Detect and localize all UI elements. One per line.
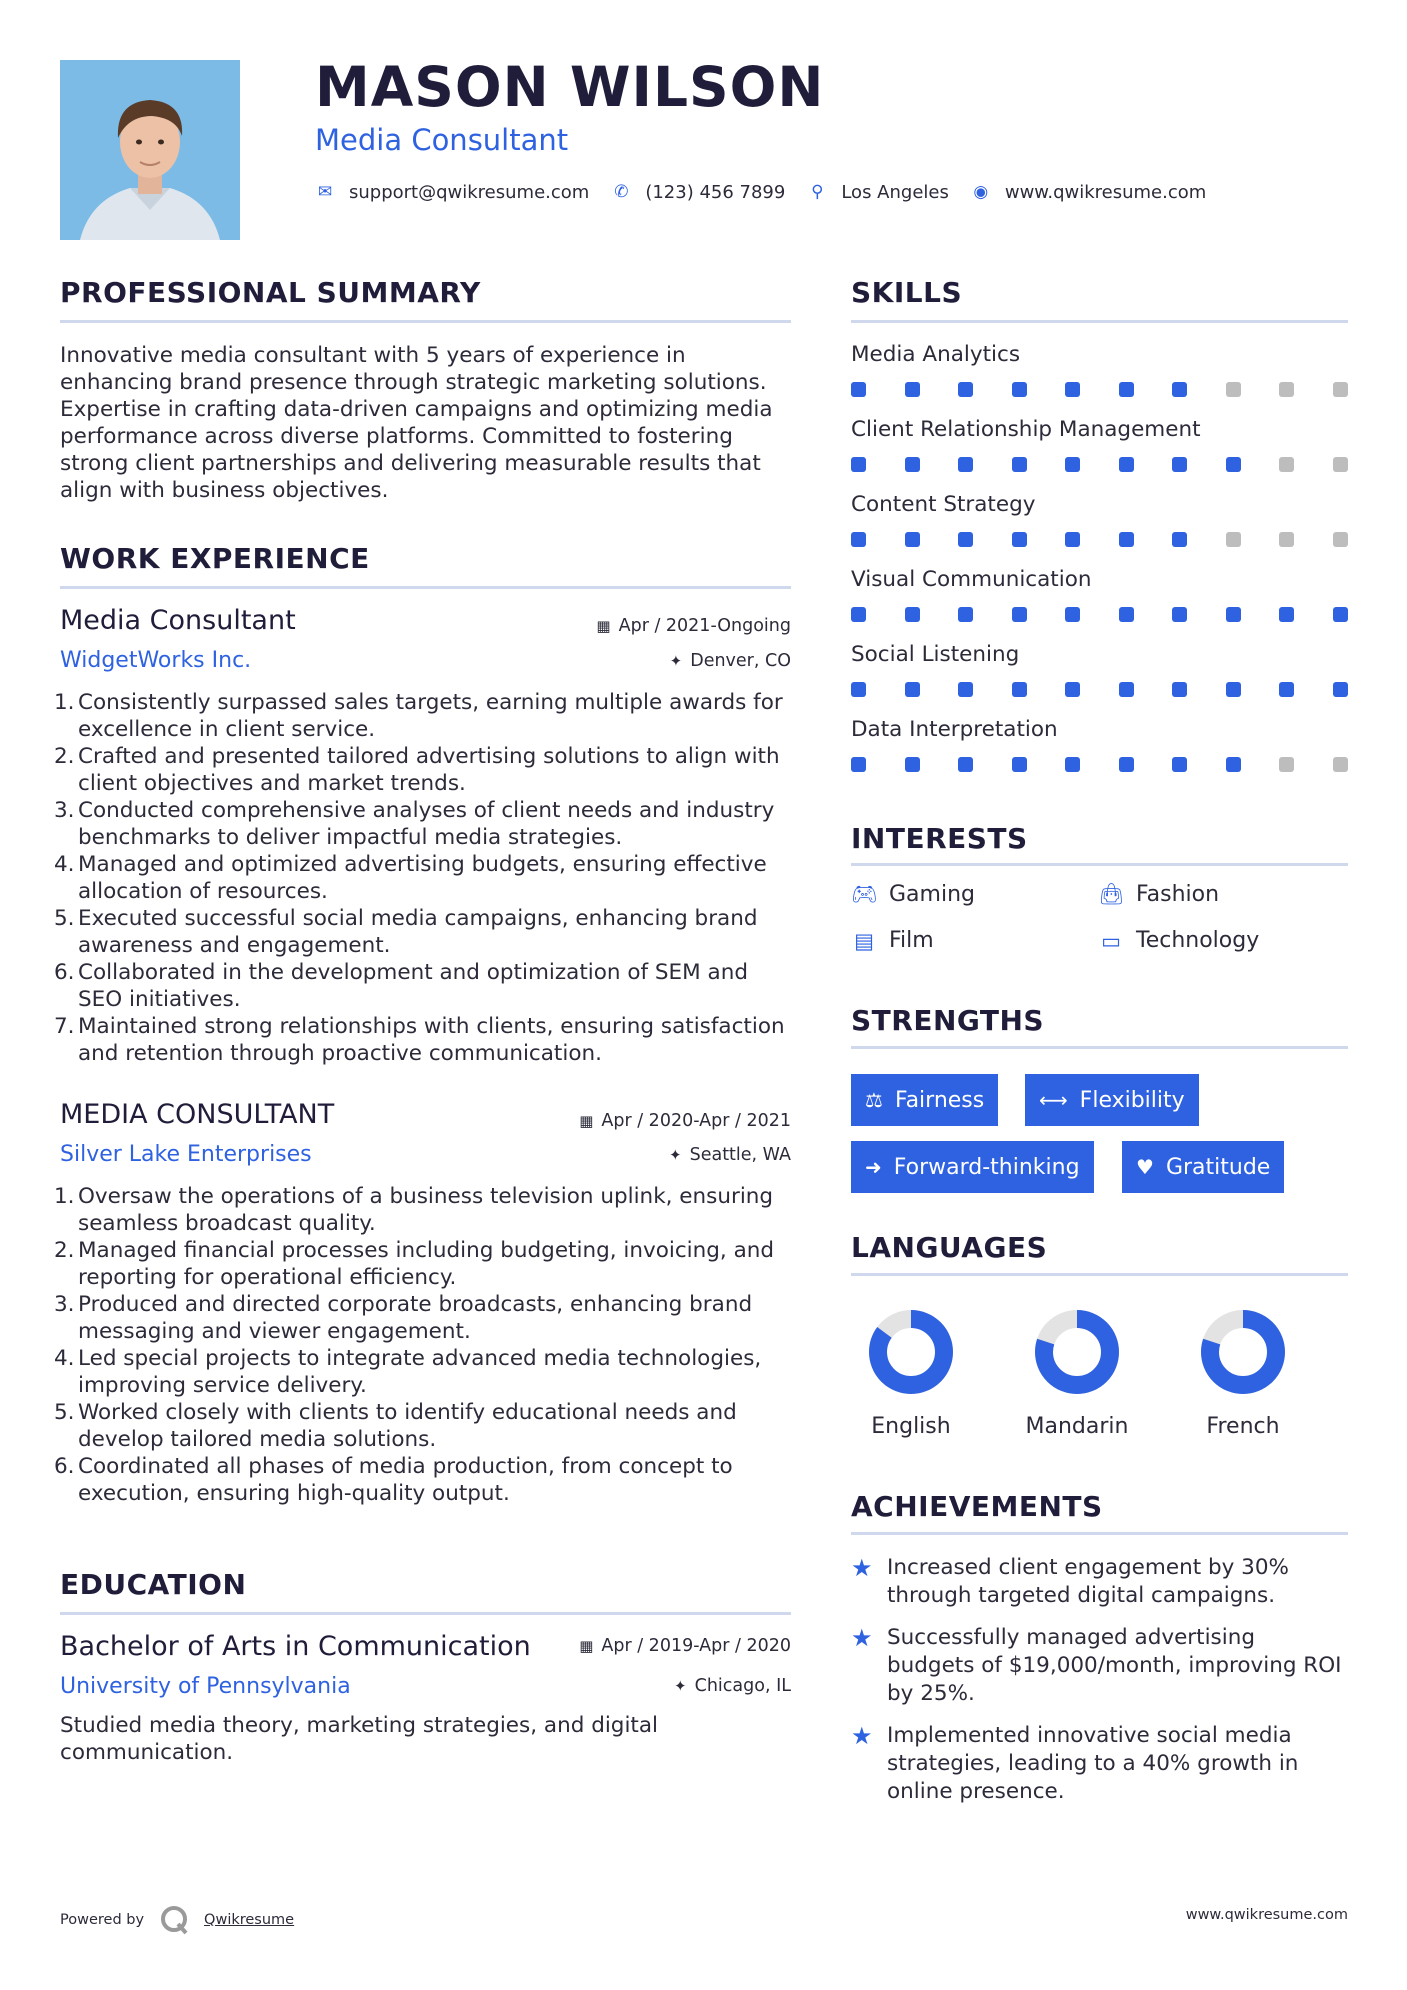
- star-icon: ★: [851, 1722, 873, 1750]
- candidate-title: Media Consultant: [315, 123, 569, 157]
- languages-heading: LANGUAGES: [851, 1231, 1048, 1264]
- skill-rating-dot: [958, 757, 973, 772]
- education-divider: [60, 1612, 791, 1615]
- list-item: 5. Executed successful social media campaigns, enhancing brand awareness and engagement.: [54, 906, 758, 958]
- job-title: Media Consultant: [60, 605, 296, 636]
- skill-rating-dot: [1012, 682, 1027, 697]
- language-label: French: [1206, 1414, 1280, 1439]
- strengths-heading: STRENGTHS: [851, 1004, 1045, 1037]
- summary-text: Innovative media consultant with 5 years of experience in enhancing brand presence through strategic marketing solutions. Expertise in crafting data-driven campaigns and optimizing media performance across diverse platforms. Committed to fostering strong client partnerships and delivering measurable results that align with business objectives.: [60, 343, 773, 503]
- interest-film: ▤ Film: [851, 928, 934, 953]
- skill-rating-dot: [905, 532, 920, 547]
- list-item: 2. Managed financial processes including budgeting, invoicing, and reporting for operational efficiency.: [54, 1238, 775, 1290]
- strengths-divider: [851, 1046, 1348, 1049]
- skill-rating-dot: [1172, 682, 1187, 697]
- pin-icon: ✦: [669, 1146, 682, 1164]
- list-item: 3. Produced and directed corporate broadcasts, enhancing brand messaging and viewer engagement.: [54, 1292, 753, 1344]
- skill-rating-dot: [1279, 457, 1294, 472]
- skill-rating-dot: [905, 607, 920, 622]
- strength-fairness: ⚖ Fairness: [851, 1074, 998, 1126]
- contact-email[interactable]: support@qwikresume.com: [349, 181, 590, 203]
- list-item: 1. Oversaw the operations of a business television uplink, ensuring seamless broadcast quality.: [54, 1184, 774, 1236]
- strength-gratitude: ♥ Gratitude: [1122, 1141, 1284, 1193]
- education-description: Studied media theory, marketing strategies, and digital communication.: [60, 1713, 659, 1765]
- list-item: 5. Worked closely with clients to identify educational needs and develop tailored media solutions.: [54, 1400, 737, 1452]
- phone-icon: ✆: [614, 182, 629, 202]
- achievements-divider: [851, 1532, 1348, 1535]
- skill-rating-dot: [1172, 532, 1187, 547]
- skill-rating-dot: [851, 682, 866, 697]
- education-dates: [579, 1636, 791, 1656]
- skill-rating-dot: [1333, 532, 1348, 547]
- summary-heading: PROFESSIONAL SUMMARY: [60, 276, 481, 309]
- language-donut: [1193, 1302, 1293, 1402]
- skills-divider: [851, 320, 1348, 323]
- skill-rating-dot: [851, 532, 866, 547]
- skill-label: Client Relationship Management: [851, 417, 1201, 442]
- interests-divider: [851, 863, 1348, 866]
- interest-gaming: 🎮︎ Gaming: [851, 882, 975, 907]
- balance-scale-icon: ⚖: [865, 1088, 883, 1112]
- skill-rating-dot: [958, 607, 973, 622]
- list-item: 1. Consistently surpassed sales targets, earning multiple awards for excellence in client service.: [54, 690, 783, 742]
- envelope-icon: ✉: [317, 182, 333, 202]
- skill-rating-dot: [1119, 457, 1134, 472]
- skill-rating-dot: [1333, 382, 1348, 397]
- candidate-name: MASON WILSON: [315, 55, 825, 119]
- job-bullets: [54, 1183, 795, 1507]
- skill-rating-dot: [1172, 382, 1187, 397]
- skill-rating-dot: [1119, 682, 1134, 697]
- job-dates-text: Apr / 2020-Apr / 2021: [601, 1111, 791, 1131]
- job-title: MEDIA CONSULTANT: [60, 1099, 335, 1130]
- skill-rating-dot: [1226, 682, 1241, 697]
- pin-icon: ✦: [669, 652, 683, 670]
- skill-rating-dot: [958, 682, 973, 697]
- skill-rating-dot: [1226, 607, 1241, 622]
- list-item: 2. Crafted and presented tailored advertising solutions to align with client objectives and market trends.: [54, 744, 780, 796]
- education-location-text: Chicago, IL: [694, 1676, 791, 1696]
- star-icon: ★: [851, 1554, 873, 1582]
- skill-rating-dot: [1226, 382, 1241, 397]
- skill-rating-dot: [1012, 532, 1027, 547]
- skill-rating-dot: [1333, 757, 1348, 772]
- calendar-icon: ▦: [579, 1637, 594, 1655]
- job-bullets: [54, 689, 795, 1067]
- skill-label: Content Strategy: [851, 492, 1036, 517]
- shopping-bag-icon: 👜︎: [1098, 882, 1125, 906]
- skill-rating-dot: [1279, 532, 1294, 547]
- skills-heading: SKILLS: [851, 276, 963, 309]
- skill-rating-dot: [851, 757, 866, 772]
- profile-photo: [60, 60, 240, 240]
- achievement-item: ★ Implemented innovative social media strategies, leading to a 40% growth in online presence.: [851, 1722, 1299, 1804]
- avatar: [60, 60, 240, 240]
- skill-rating-dot: [851, 457, 866, 472]
- strength-flexibility: ⟷ Flexibility: [1025, 1074, 1199, 1126]
- heart-icon: ♥: [1136, 1155, 1154, 1179]
- skill-rating-dot: [1012, 607, 1027, 622]
- skill-rating-dot: [905, 457, 920, 472]
- calendar-icon: ▦: [579, 1112, 594, 1130]
- skill-rating-dot: [1172, 457, 1187, 472]
- globe-icon: ◉: [973, 182, 989, 202]
- strength-forward-thinking: ➜ Forward-thinking: [851, 1141, 1094, 1193]
- skill-rating-dot: [1279, 382, 1294, 397]
- footer-powered: [60, 1903, 294, 1937]
- skill-rating-dot: [1065, 757, 1080, 772]
- skill-rating-dot: [1012, 757, 1027, 772]
- skill-rating-dot: [905, 382, 920, 397]
- skill-rating-dot: [1065, 382, 1080, 397]
- language-donut: [861, 1302, 961, 1402]
- skill-rating-dot: [1065, 607, 1080, 622]
- work-heading: WORK EXPERIENCE: [60, 542, 370, 575]
- star-icon: ★: [851, 1624, 873, 1652]
- skill-rating-dot: [1172, 607, 1187, 622]
- skill-rating-dot: [1012, 382, 1027, 397]
- languages-divider: [851, 1273, 1348, 1276]
- skill-rating-dot: [905, 682, 920, 697]
- achievements-heading: ACHIEVEMENTS: [851, 1490, 1103, 1523]
- skill-rating-dot: [1279, 607, 1294, 622]
- skill-rating-dot: [905, 757, 920, 772]
- skill-rating-dot: [1333, 607, 1348, 622]
- skill-label: Visual Communication: [851, 567, 1092, 592]
- job-location-text: Denver, CO: [690, 651, 791, 671]
- job-location-text: Seattle, WA: [689, 1145, 791, 1165]
- job-company[interactable]: Silver Lake Enterprises: [60, 1142, 312, 1167]
- skill-label: Data Interpretation: [851, 717, 1058, 742]
- work-divider: [60, 586, 791, 589]
- skill-rating-dot: [851, 607, 866, 622]
- skill-rating-dot: [1119, 382, 1134, 397]
- skill-rating-dot: [1012, 457, 1027, 472]
- calendar-icon: ▦: [596, 617, 611, 635]
- skill-rating-dot: [958, 457, 973, 472]
- skill-rating-dot: [1226, 532, 1241, 547]
- achievement-item: ★ Increased client engagement by 30% through targeted digital campaigns.: [851, 1554, 1289, 1608]
- skill-rating-dot: [1333, 682, 1348, 697]
- skill-rating-dot: [958, 532, 973, 547]
- contact-website[interactable]: www.qwikresume.com: [1004, 181, 1207, 203]
- powered-by-text: Powered by: [60, 1912, 145, 1928]
- contact-phone[interactable]: (123) 456 7899: [645, 181, 786, 203]
- footer-brand-link[interactable]: Qwikresume: [204, 1912, 295, 1928]
- list-item: 6. Collaborated in the development and optimization of SEM and SEO initiatives.: [54, 960, 748, 1012]
- skill-rating-dot: [1065, 532, 1080, 547]
- list-item: 4. Managed and optimized advertising budgets, ensuring effective allocation of resources.: [54, 852, 767, 904]
- degree-title: Bachelor of Arts in Communication: [60, 1631, 531, 1662]
- gamepad-icon: 🎮︎: [851, 882, 878, 906]
- education-location: [674, 1676, 791, 1696]
- skill-rating-dot: [1119, 532, 1134, 547]
- language-label: English: [871, 1414, 951, 1439]
- arrow-right-icon: ➜: [865, 1155, 882, 1179]
- skill-rating-dot: [1119, 607, 1134, 622]
- skill-rating-dot: [958, 382, 973, 397]
- education-dates-text: Apr / 2019-Apr / 2020: [601, 1636, 791, 1656]
- achievement-item: ★ Successfully managed advertising budgets of $19,000/month, improving ROI by 25%.: [851, 1624, 1342, 1706]
- list-item: 4. Led special projects to integrate advanced media technologies, improving service delivery.: [54, 1346, 762, 1398]
- skill-label: Media Analytics: [851, 342, 1021, 367]
- pin-icon: ✦: [674, 1677, 687, 1695]
- job-dates: [579, 1111, 791, 1131]
- summary-divider: [60, 320, 791, 323]
- qwikresume-logo-icon: [158, 1903, 192, 1937]
- job-location: [669, 1145, 791, 1165]
- interests-heading: INTERESTS: [851, 822, 1028, 855]
- job-dates-text: Apr / 2021-Ongoing: [618, 616, 791, 636]
- job-company[interactable]: WidgetWorks Inc.: [60, 648, 252, 673]
- footer-url[interactable]: www.qwikresume.com: [1185, 1907, 1348, 1923]
- skill-rating-dot: [1279, 682, 1294, 697]
- education-heading: EDUCATION: [60, 1568, 247, 1601]
- skill-rating-dot: [1172, 757, 1187, 772]
- film-icon: ▤: [854, 928, 874, 953]
- skill-label: Social Listening: [851, 642, 1020, 667]
- language-donut: [1027, 1302, 1127, 1402]
- list-item: 7. Maintained strong relationships with clients, ensuring satisfaction and retention through proactive communication.: [54, 1014, 785, 1066]
- interest-fashion: 👜︎ Fashion: [1098, 882, 1220, 907]
- contact-bar: [315, 178, 1228, 206]
- skill-rating-dot: [1279, 757, 1294, 772]
- skill-rating-dot: [1333, 457, 1348, 472]
- skill-rating-dot: [1226, 757, 1241, 772]
- language-label: Mandarin: [1025, 1414, 1129, 1439]
- skill-rating-dot: [1065, 457, 1080, 472]
- skill-rating-dot: [851, 382, 866, 397]
- arrows-horizontal-icon: ⟷: [1039, 1088, 1068, 1112]
- contact-location: Los Angeles: [841, 181, 949, 203]
- laptop-icon: ▭: [1101, 928, 1121, 953]
- list-item: 3. Conducted comprehensive analyses of client needs and industry benchmarks to deliver impactful media strategies.: [54, 798, 775, 850]
- skill-rating-dot: [1226, 457, 1241, 472]
- skill-rating-dot: [1065, 682, 1080, 697]
- skill-rating-dot: [1119, 757, 1134, 772]
- job-location: [670, 651, 791, 671]
- interest-technology: ▭ Technology: [1098, 928, 1259, 953]
- job-dates: [596, 616, 791, 636]
- list-item: 6. Coordinated all phases of media production, from concept to execution, ensuring high-quality output.: [54, 1454, 733, 1506]
- map-marker-icon: ⚲: [811, 182, 824, 202]
- school-name[interactable]: University of Pennsylvania: [60, 1674, 351, 1699]
